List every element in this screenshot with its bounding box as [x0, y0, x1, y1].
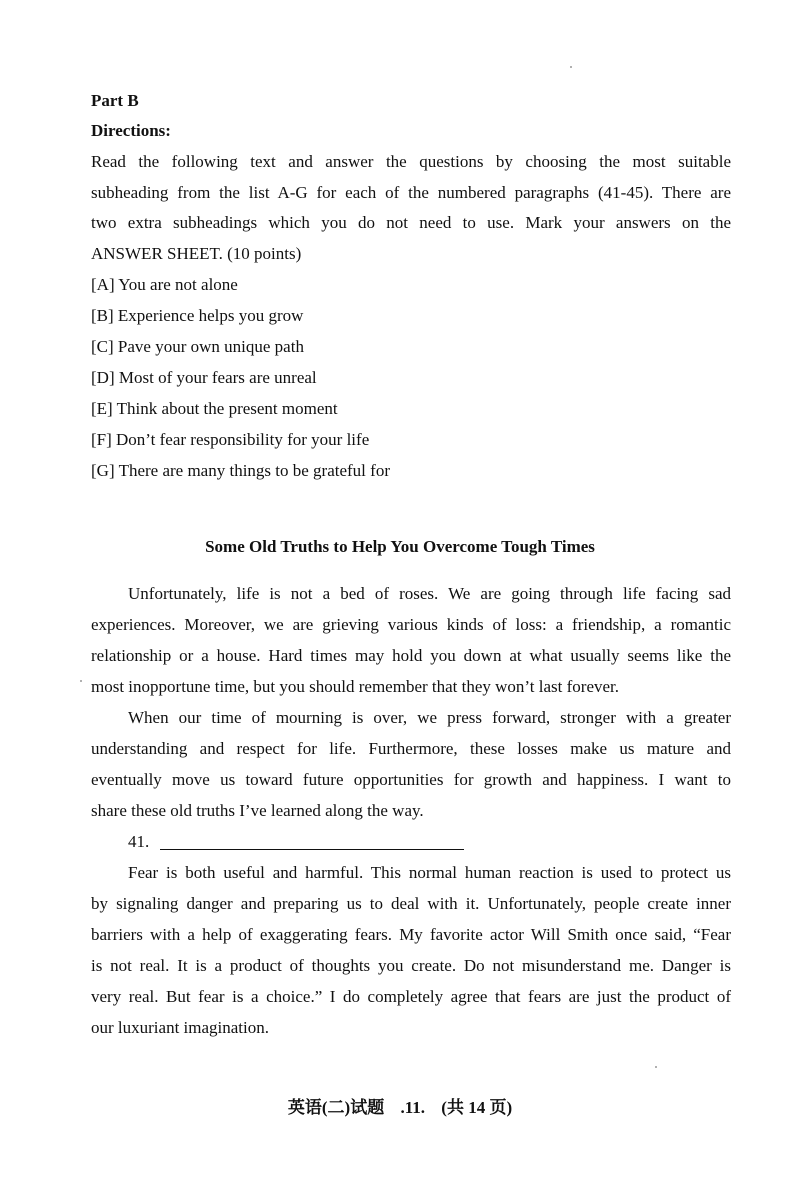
directions-line: two extra subheadings which you do not need to use. Mark your answers on the	[91, 213, 731, 232]
directions-heading	[91, 121, 171, 141]
article-title: Some Old Truths to Help You Overcome Tough Times	[205, 537, 595, 556]
page-footer	[0, 1098, 800, 1118]
footer-subject: 英语(二)试题	[287, 1098, 385, 1117]
option-item	[91, 275, 238, 295]
scan-speck	[570, 66, 572, 68]
paragraph-line: very real. But fear is a choice.” I do completely agree that fears are just the product of	[91, 987, 731, 1006]
option-item	[91, 461, 390, 481]
option-text: Experience helps you grow	[117, 306, 304, 325]
paragraph-line: Fear is both useful and harmful. This normal human reaction is used to protect us	[128, 863, 731, 882]
option-text: Pave your own unique path	[117, 337, 304, 356]
directions-colon: :	[165, 121, 171, 140]
option-letter: [B]	[91, 306, 114, 325]
directions-line: ANSWER SHEET. (10 points)	[91, 244, 302, 263]
answer-blank-line[interactable]	[160, 849, 464, 850]
paragraph-line: When our time of mourning is over, we press forward, stronger with a greater	[128, 708, 731, 727]
question-number: 41.	[128, 832, 150, 851]
option-item	[91, 337, 304, 357]
option-item	[91, 399, 338, 419]
paragraph-line: barriers with a help of exaggerating fears. My favorite actor Will Smith once said, “Fear	[91, 925, 731, 944]
directions-label: Directions	[91, 121, 166, 140]
option-letter: [G]	[91, 461, 115, 480]
option-letter: [E]	[91, 399, 113, 418]
paragraph-line: most inopportune time, but you should remember that they won’t last forever.	[91, 677, 620, 696]
option-text: You are not alone	[118, 275, 238, 294]
option-text: Don’t fear responsibility for your life	[116, 430, 370, 449]
paragraph-line: understanding and respect for life. Furthermore, these losses make us mature and	[91, 739, 731, 758]
paragraph-line: relationship or a house. Hard times may hold you down at what usually seems like the	[91, 646, 731, 665]
option-item	[91, 430, 369, 450]
paragraph-line: experiences. Moreover, we are grieving various kinds of loss: a friendship, a romantic	[91, 615, 731, 634]
directions-line: subheading from the list A-G for each of the numbered paragraphs (41-45). There are	[91, 183, 731, 202]
footer-page-number: .11.	[400, 1098, 426, 1117]
option-letter: [F]	[91, 430, 112, 449]
option-text: There are many things to be grateful for	[118, 461, 390, 480]
option-letter: [D]	[91, 368, 115, 387]
option-item	[91, 306, 303, 326]
option-letter: [C]	[91, 337, 114, 356]
scan-speck	[655, 1066, 657, 1068]
scan-speck	[80, 680, 82, 682]
footer-total-pages: (共 14 页)	[441, 1098, 513, 1117]
paragraph-line: by signaling danger and preparing us to deal with it. Unfortunately, people create inner	[91, 894, 731, 913]
paragraph-line: share these old truths I’ve learned along the way.	[91, 801, 424, 820]
paragraph-line: is not real. It is a product of thoughts you create. Do not misunderstand me. Danger is	[91, 956, 731, 975]
option-letter: [A]	[91, 275, 115, 294]
paragraph-line: eventually move us toward future opportunities for growth and happiness. I want to	[91, 770, 731, 789]
paragraph-line: our luxuriant imagination.	[91, 1018, 269, 1037]
option-text: Think about the present moment	[116, 399, 338, 418]
paragraph-line: Unfortunately, life is not a bed of roses. We are going through life facing sad	[128, 584, 731, 603]
part-heading: Part B	[91, 91, 139, 110]
option-item	[91, 368, 317, 388]
option-text: Most of your fears are unreal	[118, 368, 317, 387]
directions-line: Read the following text and answer the questions by choosing the most suitable	[91, 152, 731, 171]
